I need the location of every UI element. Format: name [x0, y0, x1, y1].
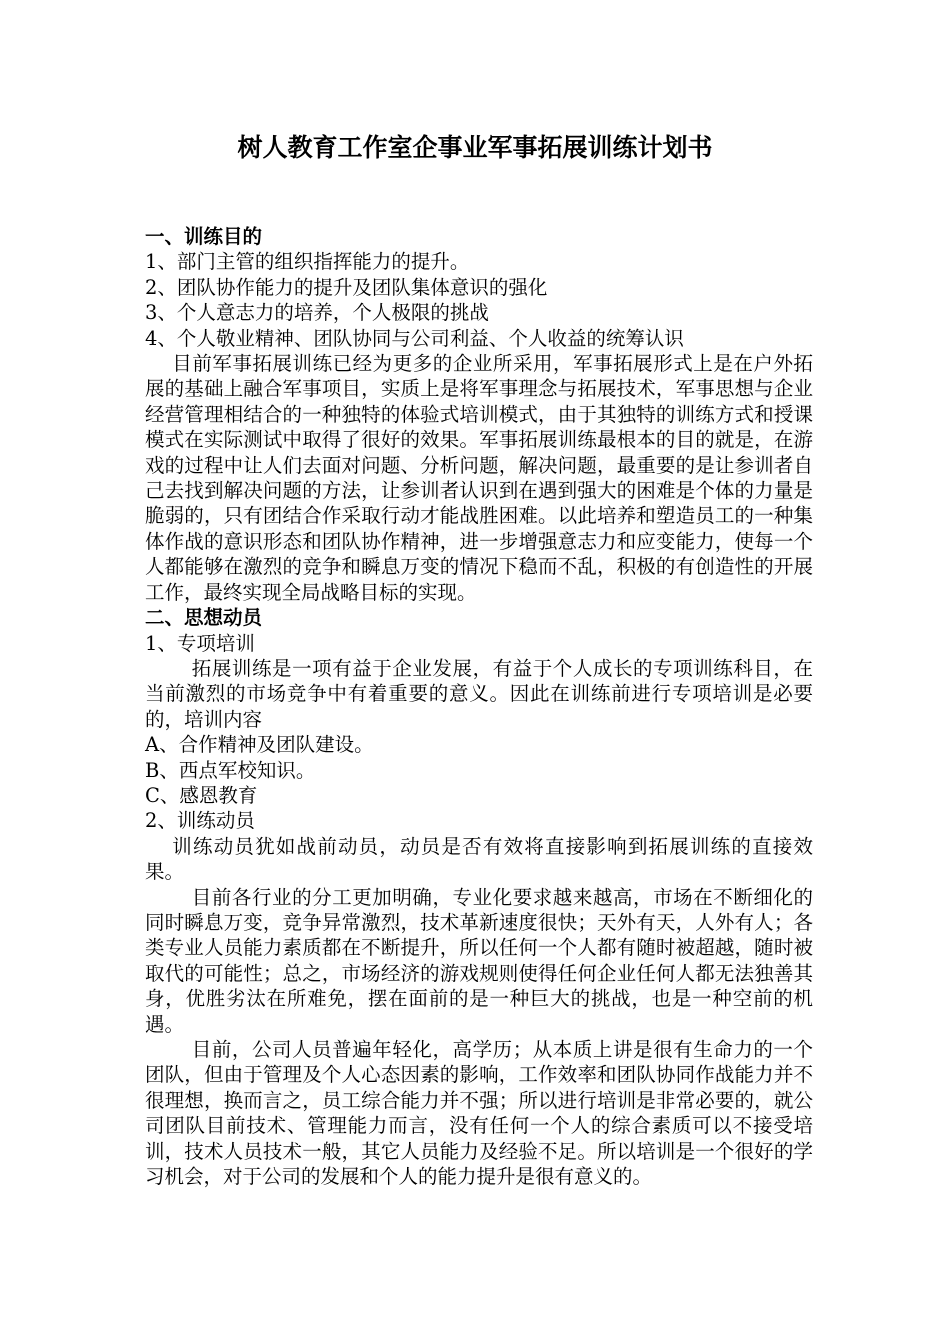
subheading-training-mobilization: 2、训练动员 [145, 809, 255, 833]
paragraph-industry-trends: 目前各行业的分工更加明确，专业化要求越来越高，市场在不断细化的同时瞬息万变，竞争异常激烈，技术革新速度很快；天外有天，人外有人；各类专业人员能力素质都在不断提升，所以任何一个人都有随时被超越，随时被取代的可能性；总之，市场经济的游戏规则使得任何企业任何人都无法独善其身，优胜劣汰在所难免，摆在面前的是一种巨大的挑战，也是一种空前的机遇。 [145, 885, 813, 1036]
subheading-special-training: 1、专项培训 [145, 631, 255, 655]
list-item: B、西点军校知识。 [145, 758, 316, 782]
list-item: C、感恩教育 [145, 783, 258, 807]
document-body [145, 224, 813, 1189]
list-item: A、合作精神及团队建设。 [145, 733, 374, 757]
document-title: 树人教育工作室企事业军事拓展训练计划书 [237, 133, 713, 162]
section-heading-mobilization: 二、思想动员 [145, 606, 263, 630]
paragraph-mobilization-intro: 训练动员犹如战前动员，动员是否有效将直接影响到拓展训练的直接效果。 [145, 834, 813, 884]
paragraph-special-training: 拓展训练是一项有益于企业发展，有益于个人成长的专项训练科目，在当前激烈的市场竞争中有着重要的意义。因此在训练前进行专项培训是必要的，培训内容 [145, 656, 813, 731]
paragraph-company-staff: 目前，公司人员普遍年轻化，高学历；从本质上讲是很有生命力的一个团队，但由于管理及个人心态因素的影响，工作效率和团队协同作战能力并不很理想，换而言之，员工综合能力并不强；所以进行培训是非常必要的，就公司团队目前技术、管理能力而言，没有任何一个人的综合素质可以不接受培训，技术人员技术一般，其它人员能力及经验不足。所以培训是一个很好的学习机会，对于公司的发展和个人的能力提升是很有意义的。 [145, 1038, 813, 1189]
section-heading-training-purpose: 一、训练目的 [145, 225, 263, 248]
list-item: 4、个人敬业精神、团队协同与公司利益、个人收益的统筹认识 [145, 326, 684, 350]
list-item: 1、部门主管的组织指挥能力的提升。 [145, 250, 470, 274]
list-item: 3、个人意志力的培养，个人极限的挑战 [145, 301, 489, 325]
list-item: 2、团队协作能力的提升及团队集体意识的强化 [145, 275, 548, 299]
paragraph-purpose: 目前军事拓展训练已经为更多的企业所采用，军事拓展形式上是在户外拓展的基础上融合军事项目，实质上是将军事理念与拓展技术，军事思想与企业经营管理相结合的一种独特的体验式培训模式，由于其独特的训练方式和授课模式在实际测试中取得了很好的效果。军事拓展训练最根本的目的就是，在游戏的过程中让人们去面对问题、分析问题，解决问题，最重要的是让参训者自己去找到解决问题的方法，让参训者认识到在遇到强大的困难是个体的力量是脆弱的，只有团结合作采取行动才能战胜困难。以此培养和塑造员工的一种集体作战的意识形态和团队协作精神，进一步增强意志力和应变能力，使每一个人都能够在激烈的竞争和瞬息万变的情况下稳而不乱，积极的有创造性的开展工作，最终实现全局战略目标的实现。 [145, 352, 813, 604]
